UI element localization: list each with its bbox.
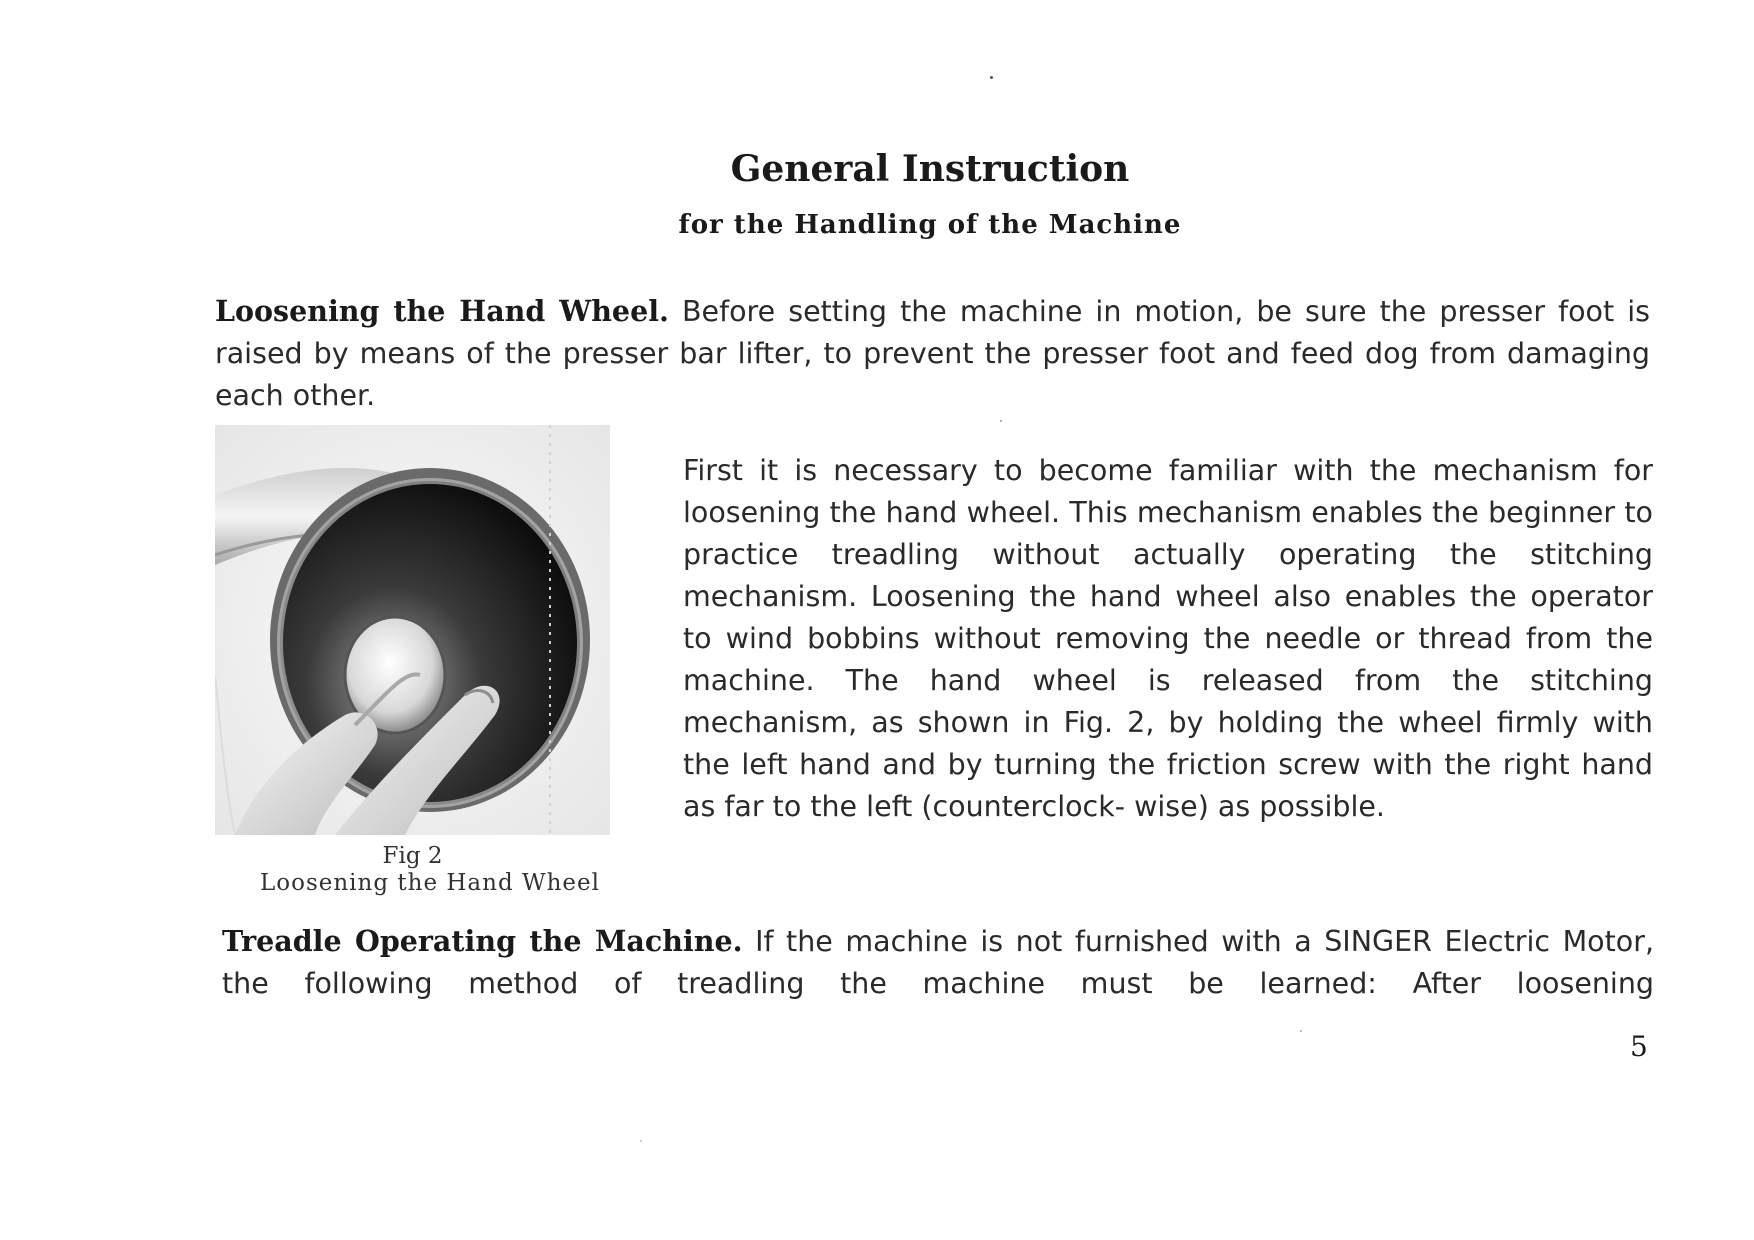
paragraph-treadle — [222, 920, 1654, 1005]
print-speck — [990, 76, 993, 79]
print-speck — [1300, 1030, 1302, 1032]
paragraph-text: If the machine is not furnished with a SINGER Electric Motor, the following method of treadling the machine must be learned: After loosening — [222, 925, 1655, 1000]
figure-caption: Loosening the Hand Wheel — [259, 870, 601, 896]
hand-wheel-photo — [215, 425, 610, 835]
figure-number: Fig 2 — [382, 843, 443, 869]
page-number: 5 — [1630, 1030, 1648, 1063]
page-subtitle: for the Handling of the Machine — [678, 210, 1182, 240]
paragraph-last-line: wise) as possible. — [1134, 790, 1385, 823]
figure-hand-wheel — [215, 425, 610, 835]
paragraph-hand-wheel — [215, 290, 1650, 417]
page-title: General Instruction — [730, 148, 1130, 190]
hand-wheel-illustration — [215, 425, 610, 835]
section-heading-hand-wheel: Loosening the Hand Wheel. — [215, 294, 669, 328]
paragraph-mechanism — [683, 450, 1653, 828]
paragraph-text: First it is necessary to become familiar with the mechanism for loosening the hand wheel. This mechanism enables the beginner to practice treadling without actually operating the stitching mechanism. Loosening the hand wheel also enables the operator to wind bobbins without removing the needle or thread from the machine. The hand wheel is released from the stitching mechanism, as shown in Fig. 2, by holding the wheel firmly with the left hand and by turning the friction screw with the right hand as far to the left (counterclock- — [683, 454, 1653, 823]
print-speck — [1000, 420, 1002, 422]
print-speck — [640, 1140, 642, 1142]
paragraph-text: Before setting the machine in motion, be sure the presser foot is raised by means of the presser bar lifter, to prevent the presser foot and feed dog from damaging each other. — [215, 295, 1650, 412]
section-heading-treadle: Treadle Operating the Machine. — [222, 924, 743, 958]
